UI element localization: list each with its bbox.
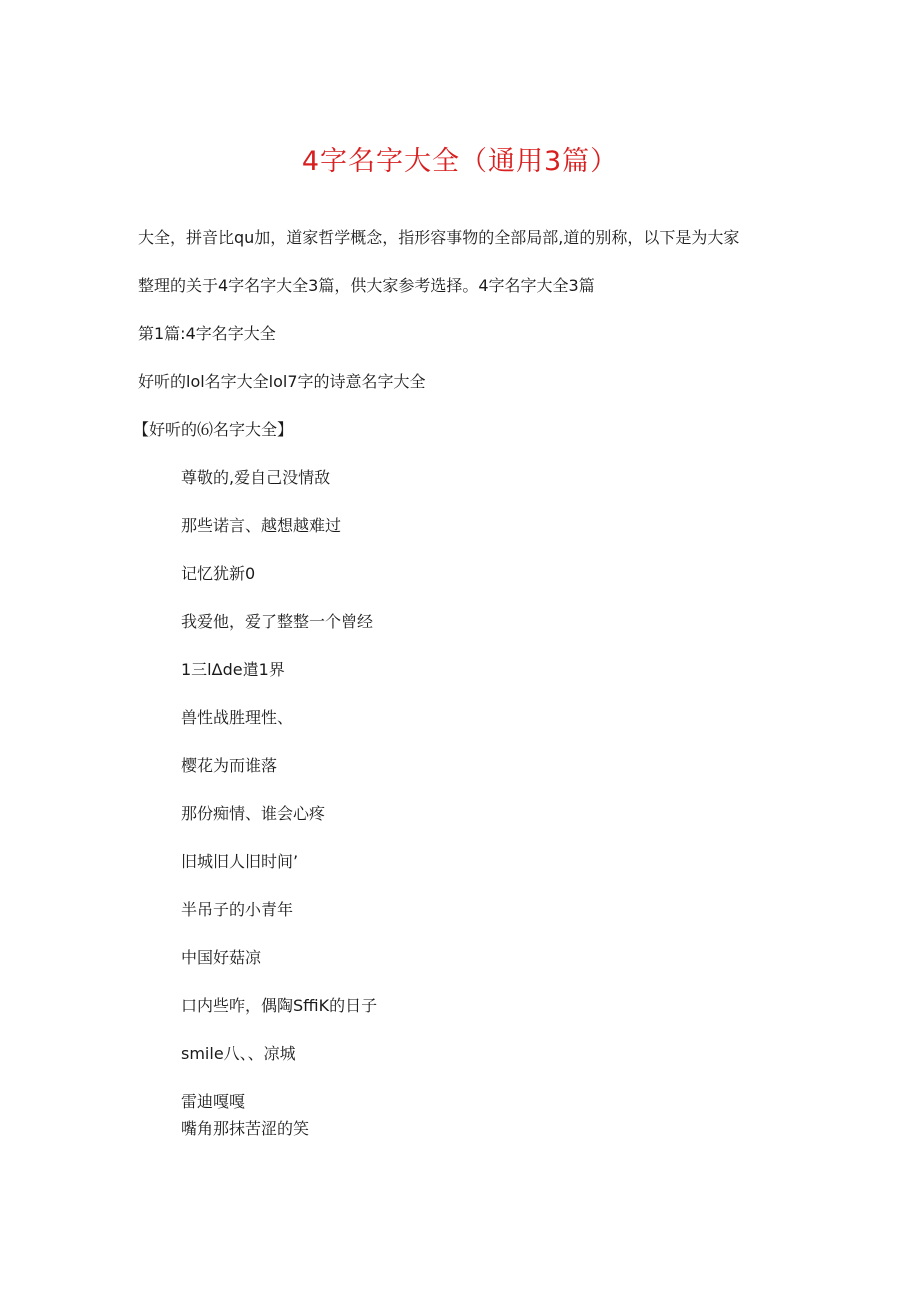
document-title: 4字名字大全（通用3篇） <box>301 146 619 177</box>
list-item: 1三lΔde遣1界 <box>181 660 285 679</box>
list-item: 口内些咋，偶陶SffiK的日子 <box>181 996 378 1015</box>
list-item: 那些诺言、越想越难过 <box>181 516 342 535</box>
list-item: 尊敬的,爱自己没情敌 <box>181 468 331 487</box>
subheading: 好听的lol名字大全lol7字的诗意名字大全 <box>138 372 426 391</box>
list-item: 旧城旧人旧时间’ <box>181 852 299 871</box>
list-item: 记忆犹新0 <box>181 564 256 583</box>
list-item: 嘴角那抹苦涩的笑 <box>181 1119 310 1138</box>
section-heading: 第1篇:4字名字大全 <box>138 324 276 343</box>
list-item: 樱花为而谁落 <box>181 756 278 775</box>
list-item: 那份痴情、谁会心疼 <box>181 804 326 823</box>
list-item: 半吊子的小青年 <box>181 900 294 919</box>
list-item: 雷迪嘎嘎 <box>181 1092 246 1111</box>
list-item: 兽性战胜理性、 <box>181 708 294 727</box>
intro-paragraph-line-1: 大全，拼音比qu加，道家哲学概念，指形容事物的全部局部,道的别称，以下是为大家 <box>138 228 740 247</box>
intro-paragraph-line-2: 整理的关于4字名字大全3篇，供大家参考选择。4字名字大全3篇 <box>138 276 595 295</box>
list-item: 我爱他，爱了整整一个曾经 <box>181 612 374 631</box>
bracket-heading: 【好听的⑹名字大全】 <box>133 420 294 439</box>
list-item: smile八、、凉城 <box>181 1044 296 1063</box>
list-item: 中国好菇凉 <box>181 948 262 967</box>
